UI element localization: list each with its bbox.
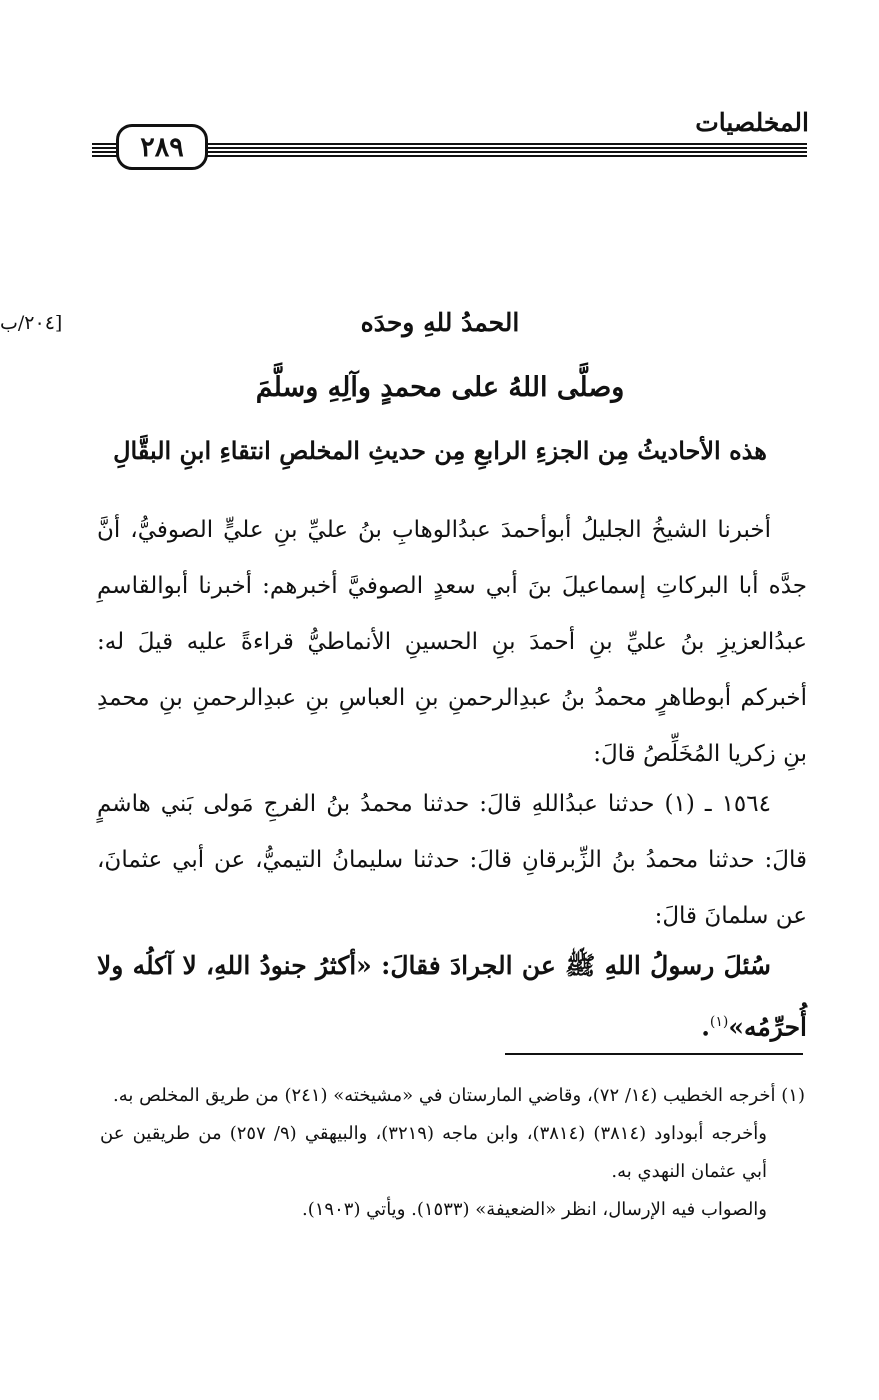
margin-reference: [٢٠٤/ب xyxy=(0,312,63,334)
isnad-text: أخبرنا الشيخُ الجليلُ أبوأحمدَ عبدُالوهابِ بنُ عليِّ بنِ عليٍّ الصوفيُّ، أنَّ جدَّه أبا البركاتِ إسماعيلَ بنَ أبي سعدٍ الصوفيَّ أخبرهم: أخبرنا أبوالقاسمِ عبدُالعزيزِ بنُ عليِّ بنِ أحمدَ بنِ الحسينِ الأنماطيُّ قراءةً عليه قيلَ له: أخبركم أبوطاهرٍ محمدُ بنُ عبدِالرحمنِ بنِ العباسِ بنِ عبدِالرحمنِ بنِ محمدِ بنِ زكريا المُخَلِّصُ قالَ: xyxy=(97,517,807,767)
hadith-matn-text: سُئلَ رسولُ اللهِ ﷺ عن الجرادَ فقالَ: «أكثرُ جنودُ اللهِ، لا آكلُه ولا أُحرِّمُه» xyxy=(97,951,807,1042)
blessing-heading: وصلَّى اللهُ على محمدٍ وآلِهِ وسلَّمَ xyxy=(255,372,625,403)
isnad-paragraph xyxy=(97,502,807,782)
praise-heading: الحمدُ للهِ وحدَه xyxy=(360,308,520,337)
footnote-1-continuation-b: والصواب فيه الإرسال، انظر «الضعيفة» (١٥٣٣). ويأتي (١٩٠٣). xyxy=(302,1199,767,1220)
running-title: المخلصيات xyxy=(695,108,809,137)
hadith-chain xyxy=(97,776,807,944)
hadith-end-punctuation: . xyxy=(701,1012,710,1042)
hadith-text xyxy=(97,938,807,1055)
hadith-matn xyxy=(97,938,807,1055)
page-number: ٢٨٩ xyxy=(116,124,208,170)
hadith-chain-text: ١٥٦٤ ـ (١) حدثنا عبدُاللهِ قالَ: حدثنا محمدُ بنُ الفرجِ مَولى بَني هاشمٍ قالَ: حدثنا محمدُ بنُ الزِّبرقانِ قالَ: حدثنا سليمانُ التيميُّ، عن أبي عثمانَ، عن سلمانَ قالَ: xyxy=(97,791,807,929)
section-title: هذه الأحاديثُ مِن الجزءِ الرابعِ مِن حديثِ المخلصِ انتقاءِ ابنِ البقَّالِ xyxy=(113,436,767,465)
footnote-1: (١) أخرجه الخطيب (١٤/ ٧٢)، وقاضي المارستان في «مشيخته» (٢٤١) من طريق المخلص به. xyxy=(113,1085,805,1106)
footnote-separator xyxy=(505,1053,803,1055)
footnote-1-continuation-a: وأخرجه أبوداود (٣٨١٤) (٣٨١٤)، وابن ماجه (٣٢١٩)، والبيهقي (٩/ ٢٥٧) من طريقين عن أبي عثمان النهدي به. xyxy=(100,1123,767,1182)
footnotes xyxy=(100,1077,805,1229)
footnote-marker: (١) xyxy=(709,1014,729,1030)
